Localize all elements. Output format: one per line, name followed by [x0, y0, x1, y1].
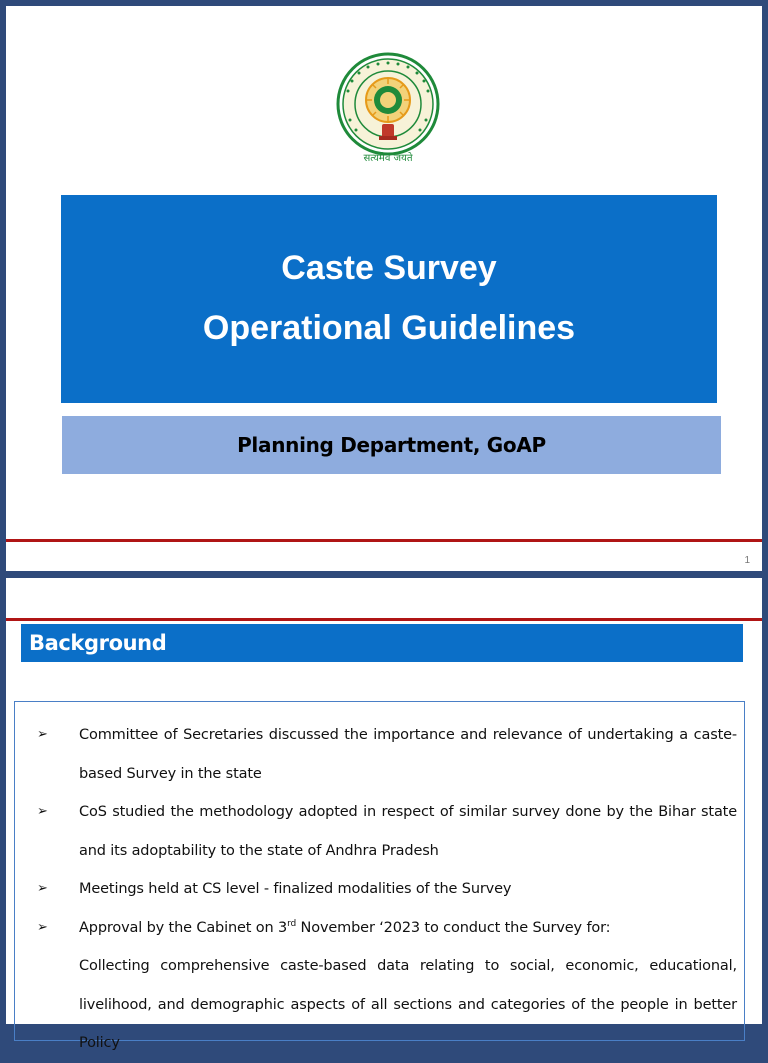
title-banner	[61, 195, 717, 403]
page-title-line-2: Operational Guidelines	[202, 309, 576, 347]
bullet-continuation: Collecting comprehensive caste-based data relating to social, economic, educational, livelihood, and demographic aspects of all sections and categories of the people in better Policy	[79, 958, 737, 1051]
arrow-bullet-icon: ➢	[37, 804, 48, 819]
list-item: ➢ Committee of Secretaries discussed the importance and relevance of undertaking a caste-based Survey in the state	[37, 716, 737, 793]
andhra-pradesh-emblem-icon	[332, 54, 444, 166]
slide-background	[6, 578, 762, 1051]
subtitle: Planning Department, GoAP	[237, 433, 546, 457]
subtitle-banner	[62, 416, 721, 474]
list-item: ➢ CoS studied the methodology adopted in respect of similar survey done by the Bihar state and its adoptability to the state of Andhra Pradesh	[37, 793, 737, 870]
divider-rule	[6, 539, 762, 542]
svg-text:सत्यमेव जयते: सत्यमेव जयते	[363, 153, 413, 164]
arrow-bullet-icon: ➢	[37, 919, 48, 935]
list-item: ➢ Approval by the Cabinet on 3rd November ‘2023 to conduct the Survey for: Collecting comprehensive caste-based data relating to social, economic, educational, livelihood, and demographic aspects of all sections and categories of the people in better Policy	[37, 909, 737, 1063]
bullet-list	[37, 716, 737, 1063]
content-box	[14, 701, 745, 1051]
arrow-bullet-icon: ➢	[37, 727, 48, 742]
arrow-bullet-icon: ➢	[37, 881, 48, 896]
page-number: 1	[744, 555, 750, 566]
page-title-line-1: Caste Survey	[281, 249, 497, 287]
slide-title	[6, 6, 762, 571]
list-item: ➢ Meetings held at CS level - finalized modalities of the Survey	[37, 870, 737, 909]
section-header	[21, 624, 743, 662]
section-title: Background	[29, 631, 167, 655]
divider-rule	[6, 618, 762, 621]
